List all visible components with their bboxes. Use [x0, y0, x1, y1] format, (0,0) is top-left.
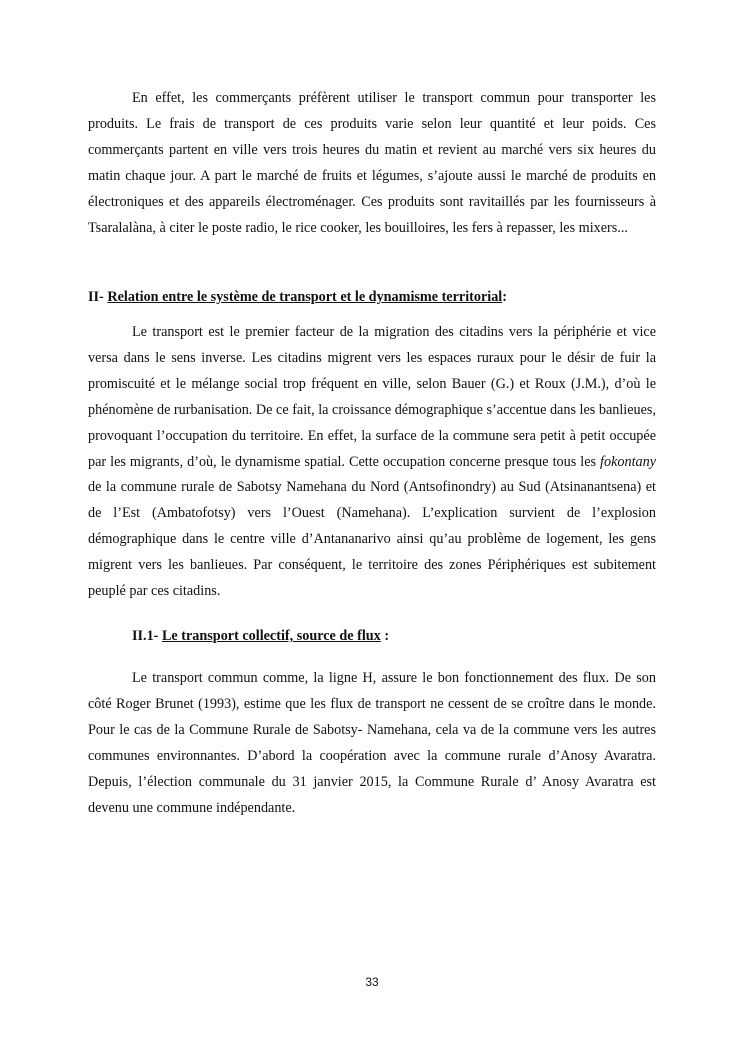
subsection-title: Le transport collectif, source de flux — [161, 628, 381, 644]
section-heading-ii — [88, 287, 656, 307]
paragraph-commerce: En effet, les commerçants préfèrent utiliser le transport commun pour transporter les produits. Le frais de transport de ces produits varie selon leur quantité et leur poids. Ces commerçants partent en ville vers trois heures du matin et revient au marché vers six heures du matin chaque jour. A part le marché de fruits et légumes, s’ajoute aussi le marché de produits en électroniques et des appareils électroménager. Ces produits sont ravitaillés par les fournisseurs à Tsaralalàna, à citer le poste radio, le rice cooker, les bouilloires, les fers à repasser, les mixers... — [88, 90, 656, 236]
paragraph-text-end: de la commune rurale de Sabotsy Namehana du Nord (Antsofinondry) au Sud (Atsinanantsena) et de l’Est (Ambatofotsy) vers l’Ouest (Namehana). L’explication survient de l’explosion démographique dans le centre ville d’Antananarivo ainsi qu’au problème de logement, les gens migrent vers les banlieues. Par conséquent, le territoire des zones Périphériques est subitement peuplé par ces citadins. — [88, 479, 656, 600]
page-number: 33 — [365, 975, 379, 989]
paragraph-migration — [88, 320, 656, 605]
italic-term: fokontany — [600, 453, 656, 470]
subsection-number: II.1- — [132, 628, 162, 644]
section-suffix: : — [502, 289, 507, 305]
section-heading-ii-1 — [132, 626, 656, 646]
section-number: II- — [88, 289, 108, 305]
paragraph-flux: Le transport commun comme, la ligne H, assure le bon fonctionnement des flux. De son côté Roger Brunet (1993), estime que les flux de transport ne cessent de se croître dans le monde. Pour le cas de la Commune Rurale de Sabotsy- Namehana, cela va de la commune vers les autres communes environnantes. D’abord la coopération avec la commune rurale d’Anosy Avaratra. Depuis, l’élection communale du 31 janvier 2015, la Commune Rurale d’ Anosy Avaratra est devenu une commune indépendante. — [88, 670, 656, 816]
section-title: Relation entre le système de transport et le dynamisme territorial — [107, 289, 503, 305]
subsection-suffix: : — [380, 628, 390, 644]
paragraph-text-start: Le transport est le premier facteur de la migration des citadins vers la périphérie et vice versa dans le sens inverse. Les citadins migrent vers les espaces ruraux pour le désir de fuir la promiscuité et le mélange social trop fréquent en ville, selon Bauer (G.) et Roux (J.M.), d’où le phénomène de rurbanisation. De ce fait, la croissance démographique s’accentue dans les banlieues, provoquant l’occupation du territoire. En effet, la surface de la commune sera petit à petit occupée par les migrants, d’où, le dynamisme spatial. Cette occupation concerne presque tous les — [88, 324, 656, 470]
